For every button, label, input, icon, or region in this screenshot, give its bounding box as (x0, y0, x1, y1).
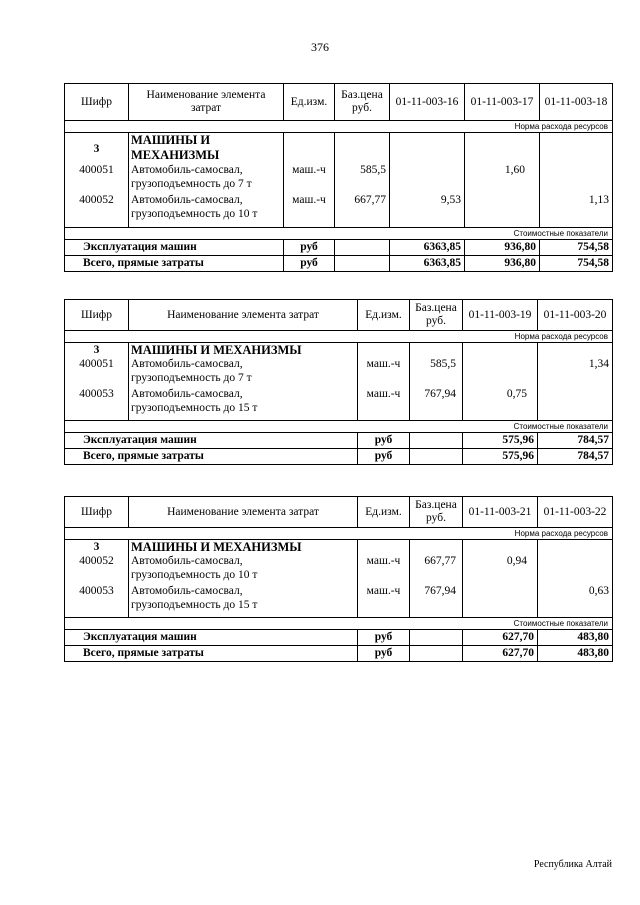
header-code: Шифр (65, 84, 129, 121)
header-col: 01-11-003-21 (463, 497, 538, 528)
footer-row: Всего, прямые затраты руб 627,70 483,80 (65, 645, 613, 661)
footer-region: Республика Алтай (533, 859, 612, 870)
header-col: 01-11-003-16 (390, 84, 465, 121)
footer-row: Эксплуатация машин руб 6363,85 936,80 754,58 (65, 239, 613, 255)
cost-label: Стоимостные показатели (65, 617, 613, 629)
header-price: Баз.цена руб. (410, 497, 463, 528)
resource-table-1 (64, 83, 613, 272)
section-title: МАШИНЫ И МЕХАНИЗМЫ (129, 343, 358, 358)
norm-label: Норма расхода ресурсов (65, 331, 613, 343)
cost-label: Стоимостные показатели (65, 420, 613, 432)
header-col: 01-11-003-20 (538, 300, 613, 331)
table-row: 400051 Автомобиль-самосвал, грузоподъемность до 7 т маш.-ч 585,5 1,60 (65, 163, 613, 191)
header-col: 01-11-003-19 (463, 300, 538, 331)
table-row: 400053 Автомобиль-самосвал, грузоподъемность до 15 т маш.-ч 767,94 0,75 (65, 385, 613, 415)
section-code: 3 (65, 540, 129, 555)
section-title: МАШИНЫ И МЕХАНИЗМЫ (129, 133, 284, 164)
page-number: 376 (311, 40, 329, 54)
header-code: Шифр (65, 300, 129, 331)
cost-label: Стоимостные показатели (65, 227, 613, 239)
header-col: 01-11-003-22 (538, 497, 613, 528)
header-unit: Ед.изм. (358, 497, 410, 528)
table-row: 400052 Автомобиль-самосвал, грузоподъемность до 10 т маш.-ч 667,77 9,53 1,13 (65, 191, 613, 221)
header-code: Шифр (65, 497, 129, 528)
section-code: 3 (65, 343, 129, 358)
section-title: МАШИНЫ И МЕХАНИЗМЫ (129, 540, 358, 555)
norm-label: Норма расхода ресурсов (65, 121, 613, 133)
header-name: Наименование элемента затрат (129, 84, 284, 121)
table-row: 400051 Автомобиль-самосвал, грузоподъемность до 7 т маш.-ч 585,5 1,34 (65, 357, 613, 385)
header-unit: Ед.изм. (358, 300, 410, 331)
resource-table-3 (64, 496, 613, 662)
header-col: 01-11-003-18 (540, 84, 613, 121)
header-col: 01-11-003-17 (465, 84, 540, 121)
section-code: 3 (65, 133, 129, 164)
footer-row: Всего, прямые затраты руб 575,96 784,57 (65, 448, 613, 464)
header-unit: Ед.изм. (284, 84, 335, 121)
section-row (65, 343, 613, 358)
table-row: 400053 Автомобиль-самосвал, грузоподъемность до 15 т маш.-ч 767,94 0,63 (65, 582, 613, 612)
section-row (65, 133, 613, 164)
footer-row: Эксплуатация машин руб 575,96 784,57 (65, 432, 613, 448)
footer-row: Эксплуатация машин руб 627,70 483,80 (65, 629, 613, 645)
resource-table-2 (64, 299, 613, 465)
header-name: Наименование элемента затрат (129, 497, 358, 528)
header-price: Баз.цена руб. (335, 84, 390, 121)
section-row (65, 540, 613, 555)
norm-label: Норма расхода ресурсов (65, 528, 613, 540)
footer-row: Всего, прямые затраты руб 6363,85 936,80 754,58 (65, 255, 613, 271)
header-price: Баз.цена руб. (410, 300, 463, 331)
table-row: 400052 Автомобиль-самосвал, грузоподъемность до 10 т маш.-ч 667,77 0,94 (65, 554, 613, 582)
header-name: Наименование элемента затрат (129, 300, 358, 331)
